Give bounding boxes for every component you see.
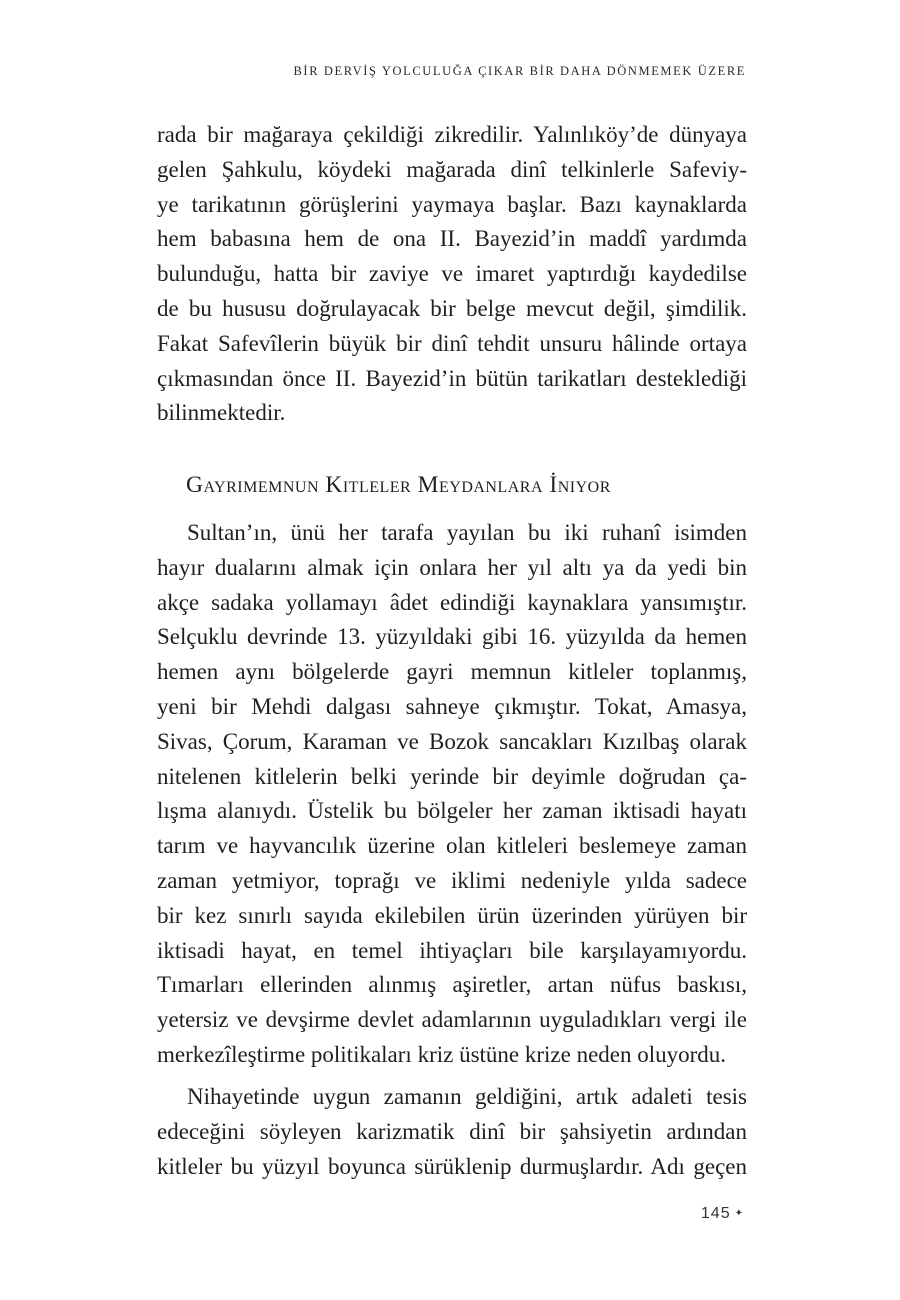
page-number-text: 145 xyxy=(700,1205,731,1222)
paragraph-line: gelen Şahkulu, köydeki mağarada dinî telkinlerle Safeviy- xyxy=(157,156,747,182)
paragraph-line: hemen aynı bölgelerde gayri memnun kitleler toplanmış, xyxy=(157,659,747,685)
paragraph-line: iktisadi hayat, en temel ihtiyaçları bile karşılayamıyordu. xyxy=(157,937,747,963)
paragraph-line: hem babasına hem de ona II. Bayezid’in maddî yardımda xyxy=(157,226,747,252)
paragraph-line: yetersiz ve devşirme devlet adamlarının uyguladıkları vergi ile xyxy=(157,1007,747,1033)
paragraph-line: Fakat Safevîlerin büyük bir dinî tehdit unsuru hâlinde ortaya xyxy=(157,330,747,356)
paragraph-line: Tımarları ellerinden alınmış aşiretler, artan nüfus baskısı, xyxy=(157,972,747,998)
paragraph-line: tarım ve hayvancılık üzerine olan kitleleri beslemeye zaman xyxy=(157,833,747,859)
paragraph-line: çıkmasından önce II. Bayezid’in bütün tarikatları desteklediği xyxy=(157,365,747,391)
paragraph-line: kitleler bu yüzyıl boyunca sürüklenip durmuşlardır. Adı geçen xyxy=(157,1153,747,1179)
paragraph-line: bilinmektedir. xyxy=(157,400,286,426)
paragraph-line: nitelenen kitlelerin belki yerinde bir deyimle doğrudan ça- xyxy=(157,763,747,789)
paragraph-line: zaman yetmiyor, toprağı ve iklimi nedeniyle yılda sadece xyxy=(157,867,747,893)
page-marker-icon: ✦ xyxy=(734,1208,744,1220)
section-heading-text: Gayrimemnun Kitleler Meydanlara İniyor xyxy=(186,472,611,498)
paragraph-2 xyxy=(157,516,747,1073)
page-number xyxy=(0,1205,744,1223)
paragraph-line: Sivas, Çorum, Karaman ve Bozok sancakları Kızılbaş olarak xyxy=(157,728,747,754)
paragraph-line: lışma alanıydı. Üstelik bu bölgeler her zaman iktisadi hayatı xyxy=(157,798,747,824)
paragraph-line: de bu hususu doğrulayacak bir belge mevcut değil, şimdilik. xyxy=(157,295,747,321)
paragraph-line: ye tarikatının görüşlerini yaymaya başlar. Bazı kaynaklarda xyxy=(157,191,747,217)
paragraph-line: bir kez sınırlı sayıda ekilebilen ürün üzerinden yürüyen bir xyxy=(157,902,747,928)
paragraph-line: yeni bir Mehdi dalgası sahneye çıkmıştır. Tokat, Amasya, xyxy=(157,693,747,719)
paragraph-1 xyxy=(157,118,747,431)
section-heading xyxy=(186,472,746,499)
paragraph-line: Sultan’ın, ünü her tarafa yayılan bu iki ruhanî isimden xyxy=(187,520,747,545)
paragraph-line: rada bir mağaraya çekildiği zikredilir. Yalınlıköy’de dünyaya xyxy=(157,122,747,147)
paragraph-line: Nihayetinde uygun zamanın geldiğini, artık adaleti tesis xyxy=(187,1084,747,1109)
paragraph-line: akçe sadaka yollamayı âdet edindiği kaynaklara yansımıştır. xyxy=(157,589,747,615)
paragraph-line: merkezîleştirme politikaları kriz üstüne krize neden oluyordu. xyxy=(157,1041,727,1067)
paragraph-3 xyxy=(157,1080,747,1184)
paragraph-line: bulunduğu, hatta bir zaviye ve imaret yaptırdığı kaydedilse xyxy=(157,261,747,287)
running-header: BİR DERVİŞ YOLCULUĞA ÇIKAR BİR DAHA DÖNMEMEK ÜZERE xyxy=(293,64,746,78)
paragraph-line: Selçuklu devrinde 13. yüzyıldaki gibi 16. yüzyılda da hemen xyxy=(157,624,747,650)
paragraph-line: hayır dualarını almak için onlara her yıl altı ya da yedi bin xyxy=(157,554,747,580)
paragraph-line: edeceğini söyleyen karizmatik dinî bir şahsiyetin ardından xyxy=(157,1118,747,1144)
